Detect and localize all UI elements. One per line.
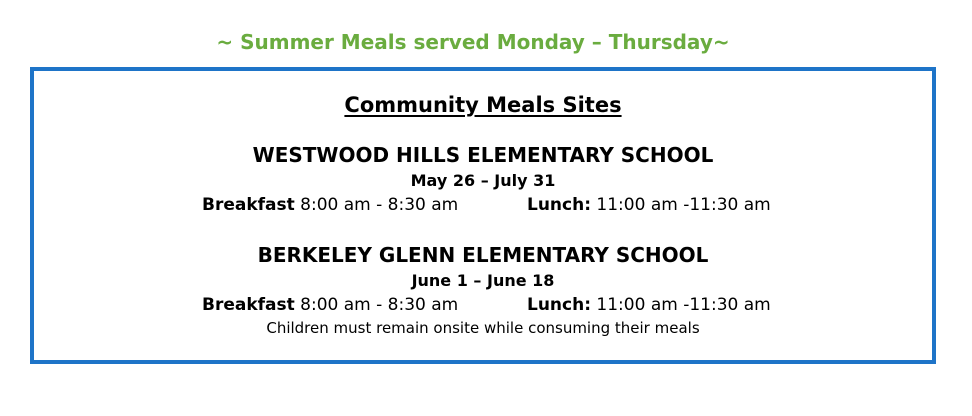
breakfast-time-value: 8:00 am - 8:30 am	[294, 295, 459, 315]
site-dates: May 26 – July 31	[410, 171, 556, 190]
lunch-label: Lunch:	[527, 195, 592, 215]
breakfast-label: Breakfast	[202, 195, 295, 215]
onsite-note: Children must remain onsite while consuming their meals	[266, 319, 700, 337]
meal-times	[34, 293, 932, 317]
breakfast-time-value: 8:00 am - 8:30 am	[294, 195, 459, 215]
site-name: BERKELEY GLENN ELEMENTARY SCHOOL	[257, 243, 709, 267]
site-berkeley-glenn	[34, 241, 932, 339]
site-name: WESTWOOD HILLS ELEMENTARY SCHOOL	[252, 143, 714, 167]
breakfast-label: Breakfast	[202, 295, 295, 315]
box-title: Community Meals Sites	[344, 93, 622, 117]
site-westwood-hills	[34, 141, 932, 217]
meal-times	[34, 193, 932, 217]
lunch-label: Lunch:	[527, 295, 592, 315]
summer-meals-banner: ~ Summer Meals served Monday – Thursday~	[216, 30, 730, 54]
breakfast-time	[202, 193, 458, 217]
lunch-time	[527, 293, 771, 317]
meal-sites-box	[30, 67, 936, 364]
site-dates: June 1 – June 18	[411, 271, 555, 290]
breakfast-time	[202, 293, 458, 317]
lunch-time-value: 11:00 am -11:30 am	[591, 195, 771, 215]
lunch-time-value: 11:00 am -11:30 am	[591, 295, 771, 315]
lunch-time	[527, 193, 771, 217]
